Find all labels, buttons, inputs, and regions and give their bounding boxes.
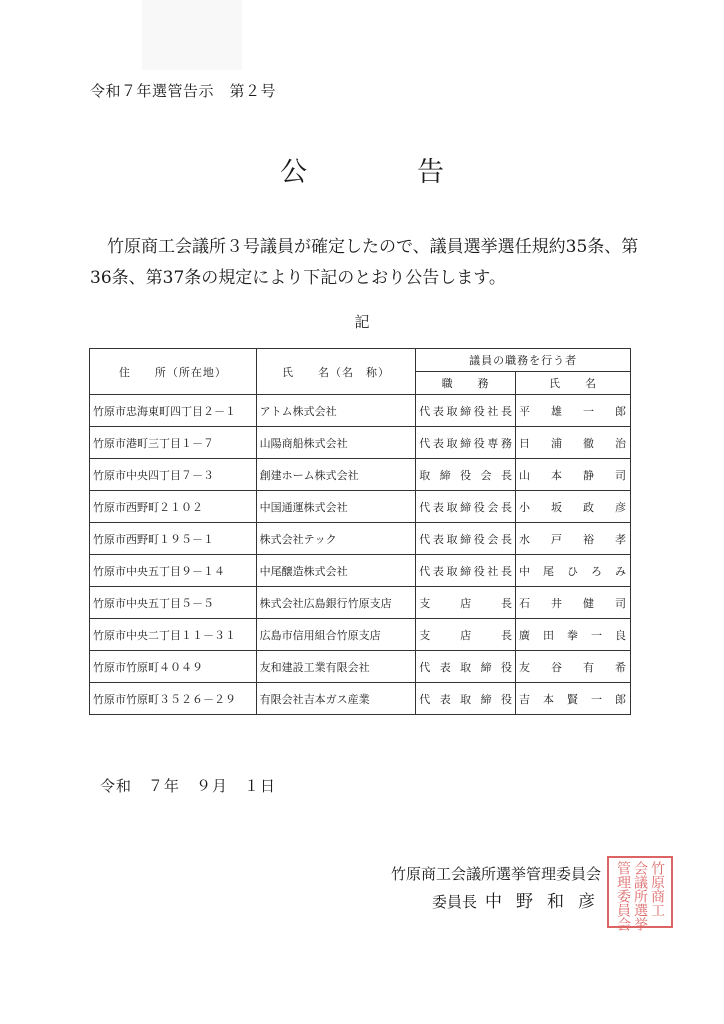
cell-company: 中尾醸造株式会社 [256, 555, 416, 587]
cell-person: 友 谷 有 希 [516, 651, 631, 683]
header-person: 氏 名 [516, 372, 631, 395]
cell-company: 有限会社吉本ガス産業 [256, 683, 416, 715]
chair-line [432, 887, 609, 912]
cell-position: 代表取締役会長 [416, 491, 516, 523]
table-row [90, 459, 631, 491]
table-row [90, 555, 631, 587]
header-name: 氏 名（名 称） [256, 349, 416, 395]
cell-position: 代表取締役専務 [416, 427, 516, 459]
cell-address: 竹原市忠海東町四丁目２－１ [90, 395, 257, 427]
seal-column: 竹原商工 [649, 861, 665, 917]
chair-title: 委員長 [432, 893, 478, 911]
cell-address: 竹原市西野町２１０２ [90, 491, 257, 523]
cell-position: 代表取締役社長 [416, 395, 516, 427]
cell-person: 小 坂 政 彦 [516, 491, 631, 523]
table-row [90, 427, 631, 459]
cell-position: 代表取締役 [416, 683, 516, 715]
header-duty-group: 議員の職務を行う者 [416, 349, 631, 372]
header-position: 職 務 [416, 372, 516, 395]
scan-artifact [142, 0, 242, 70]
table-row [90, 395, 631, 427]
cell-address: 竹原市竹原町４０４９ [90, 651, 257, 683]
cell-person: 吉 本 賢 一 郎 [516, 683, 631, 715]
notice-paragraph: 竹原商工会議所３号議員が確定したので、議員選挙選任規約35条、第36条、第37条の規定により下記のとおり公告します。 [90, 237, 639, 288]
cell-person: 廣 田 拳 一 良 [516, 619, 631, 651]
cell-person: 日 浦 徹 治 [516, 427, 631, 459]
member-table [89, 348, 631, 715]
cell-person: 中 尾 ひ ろ み [516, 555, 631, 587]
notice-date: 令和 ７年 ９月 １日 [100, 777, 277, 795]
table-row [90, 523, 631, 555]
seal-column: 会議所選挙 [632, 861, 648, 931]
cell-company: 友和建設工業有限会社 [256, 651, 416, 683]
header-address: 住 所（所在地） [90, 349, 257, 395]
cell-address: 竹原市中央四丁目７－３ [90, 459, 257, 491]
cell-person: 水 戸 裕 孝 [516, 523, 631, 555]
notice-body [90, 232, 650, 294]
cell-company: 広島市信用組合竹原支店 [256, 619, 416, 651]
table-row [90, 651, 631, 683]
cell-address: 竹原市港町三丁目１－７ [90, 427, 257, 459]
cell-position: 支店長 [416, 619, 516, 651]
table-row [90, 683, 631, 715]
cell-address: 竹原市西野町１９５－１ [90, 523, 257, 555]
cell-address: 竹原市中央五丁目９－１４ [90, 555, 257, 587]
cell-company: 株式会社広島銀行竹原支店 [256, 587, 416, 619]
cell-person: 石 井 健 司 [516, 587, 631, 619]
notice-number: 令和７年選管告示 第２号 [90, 82, 277, 100]
table-row [90, 619, 631, 651]
table-row [90, 587, 631, 619]
cell-position: 取締役会長 [416, 459, 516, 491]
seal-column: 管理委員会 [615, 861, 631, 931]
cell-address: 竹原市竹原町３５２６－２９ [90, 683, 257, 715]
cell-position: 代表取締役会長 [416, 523, 516, 555]
cell-company: 中国通運株式会社 [256, 491, 416, 523]
page-title [0, 150, 724, 189]
official-seal [607, 856, 673, 931]
cell-person: 平 雄 一 郎 [516, 395, 631, 427]
cell-position: 代表取締役 [416, 651, 516, 683]
cell-position: 支店長 [416, 587, 516, 619]
cell-company: 山陽商船株式会社 [256, 427, 416, 459]
cell-company: 株式会社テック [256, 523, 416, 555]
cell-address: 竹原市中央五丁目５－５ [90, 587, 257, 619]
cell-person: 山 本 静 司 [516, 459, 631, 491]
table-row [90, 491, 631, 523]
chair-name: 中野和彦 [485, 892, 610, 912]
cell-company: アトム株式会社 [256, 395, 416, 427]
cell-position: 代表取締役社長 [416, 555, 516, 587]
title-char-2: 告 [417, 157, 444, 188]
cell-address: 竹原市中央二丁目１１－３１ [90, 619, 257, 651]
title-char-1: 公 [280, 157, 307, 188]
committee-name: 竹原商工会議所選挙管理委員会 [390, 865, 601, 883]
cell-company: 創建ホーム株式会社 [256, 459, 416, 491]
ki-heading: 記 [354, 313, 370, 331]
